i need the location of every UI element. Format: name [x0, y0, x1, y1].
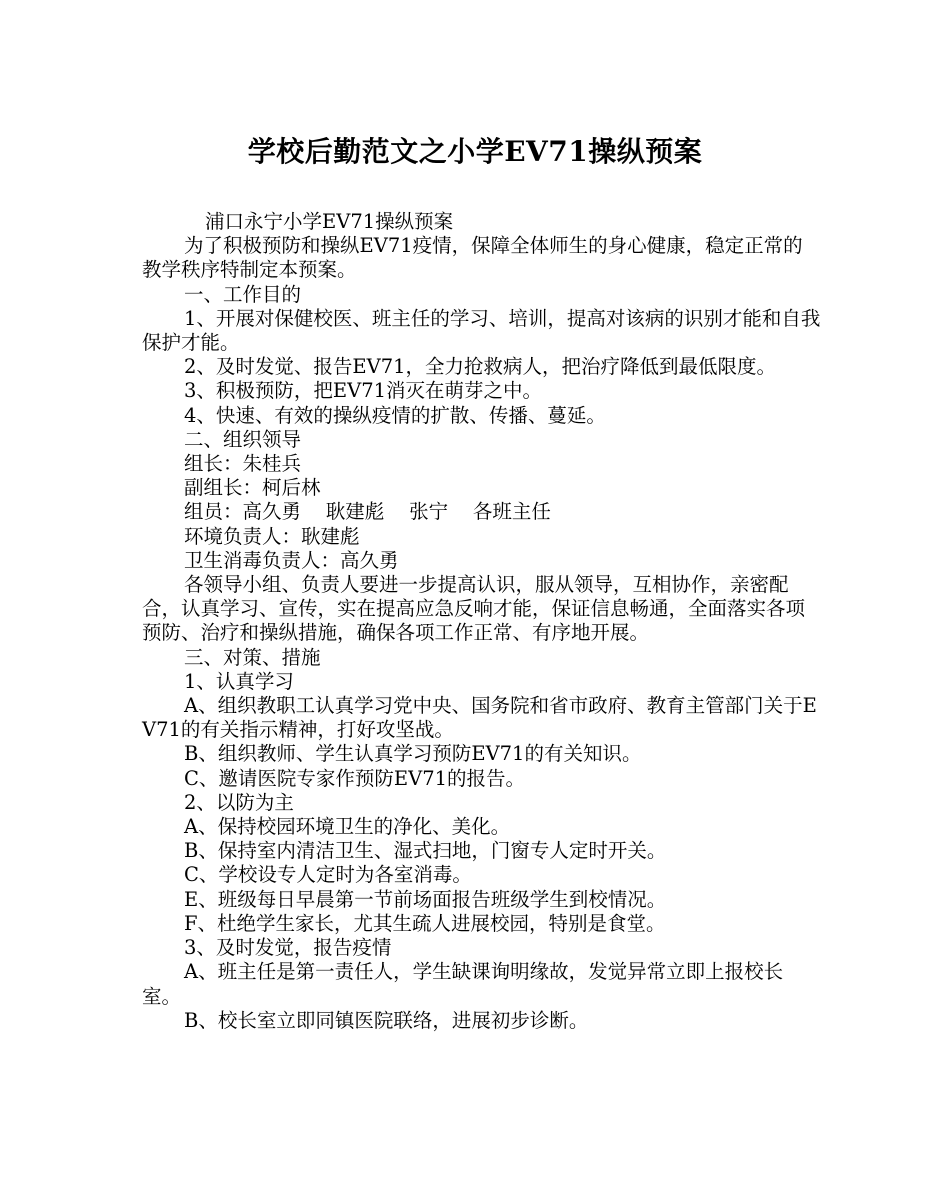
section-heading: 一、工作目的 — [184, 282, 302, 306]
list-item: A、组织教职工认真学习党中央、国务院和省市政府、教育主管部门关于EV71的有关指示精神，打好攻坚战。 — [142, 694, 817, 742]
list-item: 2、及时发觉、报告EV71，全力抢救病人，把治疗降低到最低限度。 — [184, 355, 777, 379]
list-item: C、邀请医院专家作预防EV71的报告。 — [184, 766, 526, 790]
list-item: 1、开展对保健校医、班主任的学习、培训，提高对该病的识别才能和自我保护才能。 — [142, 306, 821, 355]
document-title: 学校后勤范文之小学EV71操纵预案 — [247, 135, 703, 168]
subsection-heading: 3、及时发觉，报告疫情 — [184, 936, 392, 960]
list-item: 组员：高久勇 耿建彪 张宁 各班主任 — [184, 500, 551, 524]
list-item: F、杜绝学生家长，尤其生疏人进展校园，特别是食堂。 — [184, 911, 666, 935]
intro-paragraph: 为了积极预防和操纵EV71疫情，保障全体师生的身心健康，稳定正常的教学秩序特制定本预案。 — [142, 234, 803, 282]
list-item: E、班级每日早晨第一节前场面报告班级学生到校情况。 — [184, 887, 667, 911]
list-item: B、保持室内清洁卫生、湿式扫地，门窗专人定时开关。 — [184, 839, 667, 863]
subtitle-paragraph: 浦口永宁小学EV71操纵预案 — [205, 210, 454, 233]
list-item: 副组长：柯后林 — [184, 476, 321, 500]
section-heading: 二、组织领导 — [184, 427, 302, 451]
list-item: C、学校设专人定时为各室消毒。 — [184, 863, 472, 887]
subsection-heading: 1、认真学习 — [184, 669, 294, 693]
list-item: 3、积极预防，把EV71消灭在萌芽之中。 — [184, 379, 543, 403]
list-item: 环境负责人：耿建彪 — [184, 524, 360, 548]
document-body — [142, 210, 822, 1033]
section-heading: 三、对策、措施 — [184, 645, 321, 669]
list-item: 4、快速、有效的操纵疫情的扩散、传播、蔓延。 — [184, 403, 606, 427]
list-item: A、保持校园环境卫生的净化、美化。 — [184, 815, 511, 839]
list-item: B、校长室立即同镇医院联络，进展初步诊断。 — [184, 1008, 589, 1032]
list-item: 组长：朱桂兵 — [184, 452, 302, 476]
list-item: B、组织教师、学生认真学习预防EV71的有关知识。 — [184, 742, 642, 766]
list-item: 卫生消毒负责人：高久勇 — [184, 548, 399, 572]
list-item: A、班主任是第一责任人，学生缺课询明缘故，发觉异常立即上报校长室。 — [142, 960, 784, 1008]
subsection-heading: 2、以防为主 — [184, 790, 294, 814]
body-paragraph: 各领导小组、负责人要进一步提高认识，服从领导，互相协作，亲密配合，认真学习、宣传，实在提高应急反响才能，保证信息畅通，全面落实各项预防、治疗和操纵措施，确保各项工作正常、有序地开展。 — [142, 573, 806, 645]
